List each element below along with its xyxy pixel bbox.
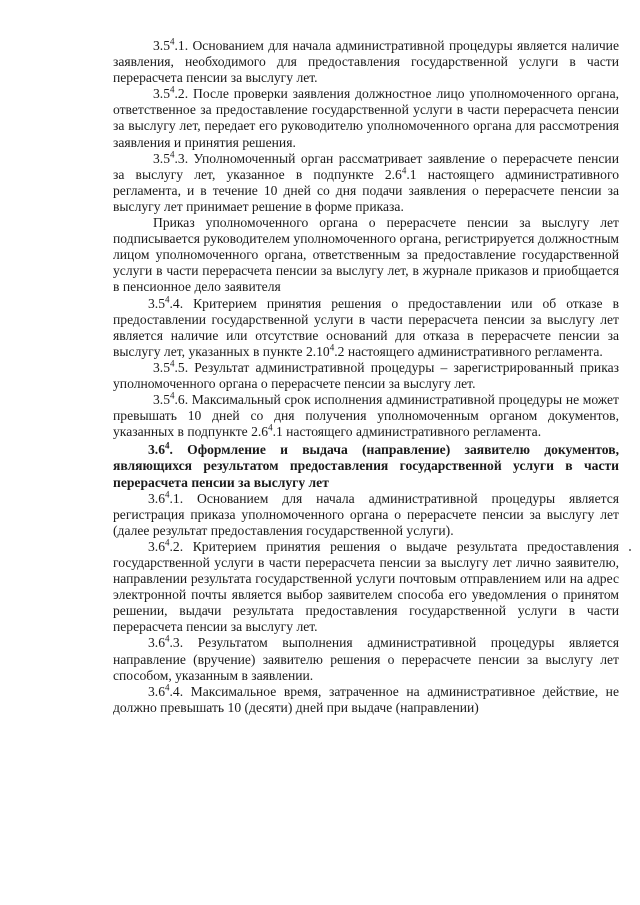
paragraph-3-6-4-3: $3.6^4.3$. Результатом выполнения административной процедуры является направление (вручение) заявителю решения о перерасчете пенсии за выслугу лет способом, указанным в заявлении. <box>113 633 619 683</box>
paragraph-3-5-4-3: $3.5^4.3$. Уполномоченный орган рассматривает заявление о перерасчете пенсии за выслугу лет, указанное в подпункте $2.6^4.1$ настоящего административного регламента, и в течение 10 дней со дня подачи заявления о перерасчете пенсии за выслугу лет принимает решение в форме приказа. <box>113 149 619 214</box>
section-heading-3-6-4: $3.6^4$. Оформление и выдача (направление) заявителю документов, являющихся результатом предоставления государственной услуги в части перерасчета пенсии за выслугу лет <box>113 440 619 490</box>
paragraph-3-5-4-5: $3.5^4.5$. Результат административной процедуры – зарегистрированный приказ уполномоченного органа о перерасчете пенсии за выслугу лет. <box>113 358 619 391</box>
paragraph-3-6-4-2: $3.6^4.2$. Критерием принятия решения о выдаче результата предоставления государственной услуги в части перерасчета пенсии за выслугу лет лично заявителю, направлении результата государственной услуги почтовым отправлением или на адрес электронной почты является выбор заявителем способа его уведомления о принятом решении, выдачи результата предоставления государственной услуги в части перерасчета пенсии за выслугу лет. <box>113 537 619 635</box>
document-page <box>113 38 619 716</box>
paragraph-3-6-4-1: $3.6^4.1$. Основанием для начала административной процедуры является регистрация приказа уполномоченного органа о перерасчете пенсии за выслугу лет (далее результат предоставления государственной услуги). <box>113 489 619 538</box>
paragraph-3-6-4-4: $3.6^4.4$. Максимальное время, затраченное на административное действие, не должно превышать 10 (десяти) дней при выдаче (направлении) <box>113 682 619 715</box>
paragraph-order-signing: Приказ уполномоченного органа о перерасчете пенсии за выслугу лет подписывается руководителем уполномоченного органа, регистрируется должностным лицом уполномоченного органа, ответственным за предоставление государственной услуги в части перерасчета пенсии за выслугу лет, в журнале приказов и приобщается в пенсионное дело заявителя <box>113 215 619 295</box>
scan-speck <box>629 549 631 551</box>
paragraph-3-5-4-4: $3.5^4.4$. Критерием принятия решения о предоставлении или об отказе в предоставлении государственной услуги в части перерасчета пенсии за выслугу лет является наличие или отсутствие оснований для отказа в перерасчете пенсии за выслугу лет, указанных в пункте 2.10$^4$.2 настоящего административного регламента. <box>113 293 619 359</box>
paragraph-3-5-4-1: $3.5^4.1$. Основанием для начала административной процедуры является наличие заявления, необходимого для предоставления государственной услуги в части перерасчета пенсии за выслугу лет. <box>113 36 619 86</box>
paragraph-3-5-4-2: $3.5^4.2$. После проверки заявления должностное лицо уполномоченного органа, ответственное за предоставление государственной услуги в части перерасчета пенсии за выслугу лет, передает его руководителю уполномоченного органа для рассмотрения заявления и принятия решения. <box>113 84 619 150</box>
paragraph-3-5-4-6: $3.5^4.6$. Максимальный срок исполнения административной процедуры не может превышать 10 дней со дня получения уполномоченным органом документов, указанных в подпункте $2.6^4.1$ настоящего административного регламента. <box>113 390 619 440</box>
